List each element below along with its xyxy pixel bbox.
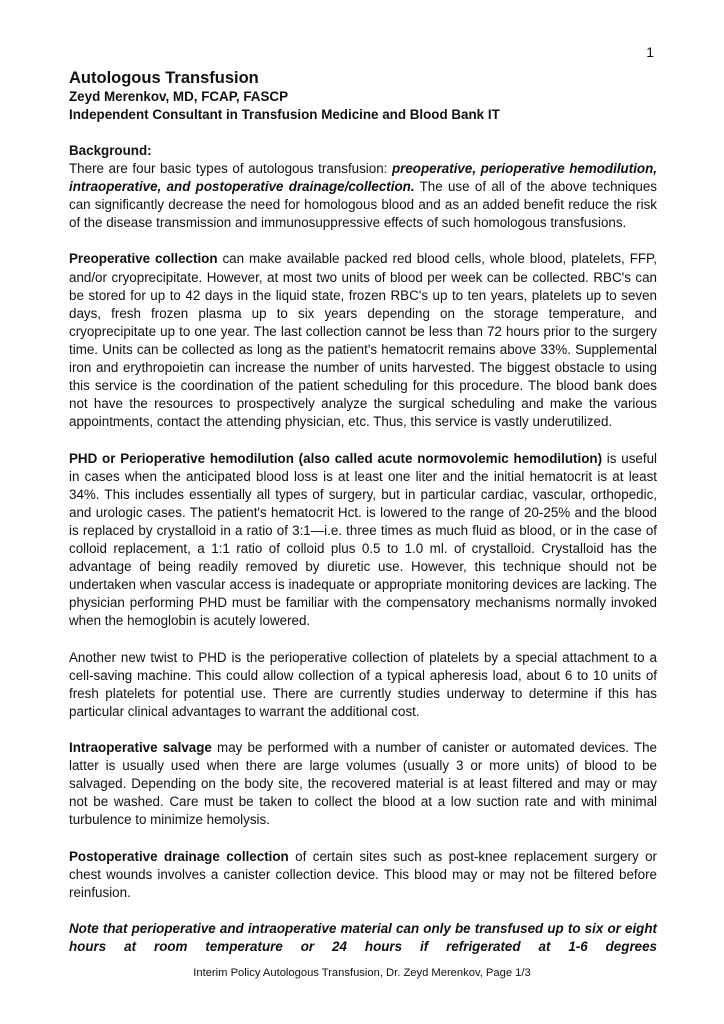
page-footer: Interim Policy Autologous Transfusion, Dr. Zeyd Merenkov, Page 1/3: [193, 967, 531, 979]
phd-paragraph: [69, 450, 657, 631]
preoperative-text: can make available packed red blood cells, whole blood, platelets, FFP, and/or cryoprecipitate. However, at most two units of blood per week can be collected. RBC's can be stored for up to 42 days in the liquid state, frozen RBC's up to ten years, platelets up to seven days, fresh frozen plasma up to six years depending on the storage temperature, and cryoprecipitate up to one year. The last collection cannot be less than 72 hours prior to the surgery time. Units can be collected as long as the patient's hematocrit remains above 33%. Supplemental iron and erythropoietin can increase the number of units harvested. The biggest obstacle to using this service is the coordination of the patient scheduling for this procedure. The blood bank does not have the resources to prospectively analyze the surgical scheduling and make the various appointments, contact the attending physician, etc. Thus, this service is vastly underutilized.: [69, 251, 657, 430]
postoperative-text: of certain sites such as post-knee replacement surgery or chest wounds involves a canister collection device. This blood may or may not be filtered before reinfusion.: [69, 848, 657, 900]
background-text-1: There are four basic types of autologous transfusion:: [69, 161, 392, 176]
page-number: 1: [646, 44, 654, 60]
document-title: Autologous Transfusion: [69, 69, 259, 87]
phd-text: is useful in cases when the anticipated blood loss is at least one liter and the initial hematocrit is at least 34%. This includes essentially all types of surgery, but in particular cardiac, vascular, orthopedic, and urologic cases. The patient's hematocrit Hct. is lowered to the range of 20-25% and the blood is replaced by crystalloid in a ratio of 3:1—i.e. three times as much fluid as blood, or in the case of colloid replacement, a 1:1 ratio of colloid plus 0.5 to 1.0 ml. of crystalloid. Crystalloid has the advantage of being readily removed by diuretic use. However, this technique should not be undertaken when vascular access is inadequate or appropriate monitoring devices are lacking. The physician performing PHD must be familiar with the compensatory mechanisms normally invoked when the hemoglobin is acutely lowered.: [69, 450, 657, 629]
background-paragraph: [69, 160, 657, 232]
intraoperative-lead: Intraoperative salvage: [69, 740, 212, 755]
intraoperative-paragraph: [69, 739, 657, 829]
preoperative-lead: Preoperative collection: [69, 251, 218, 267]
affiliation-line: Independent Consultant in Transfusion Medicine and Blood Bank IT: [69, 107, 500, 122]
background-text-2: The use of all of the above techniques can significantly decrease the need for homologous blood and as an added benefit reduce the risk of the disease transmission and immunosuppressive effects of such homologous transfusions.: [69, 179, 657, 231]
note-paragraph: Note that perioperative and intraoperative material can only be transfused up to six or eight hours at room temperature or 24 hours if refrigerated at 1-6 degrees: [69, 920, 657, 955]
background-heading: Background:: [69, 143, 152, 158]
document-body: [69, 69, 657, 956]
intraoperative-text: may be performed with a number of canister or automated devices. The latter is usually used when there are large volumes (usually 3 or more units) of blood to be salvaged. Depending on the body site, the recovered material is at least filtered and may or may not be washed. Care must be taken to collect the blood at a low suction rate and with minimal turbulence to minimize hemolysis.: [69, 740, 657, 828]
phd-lead: PHD or Perioperative hemodilution (also called acute normovolemic hemodilution): [69, 450, 603, 466]
postoperative-paragraph: [69, 848, 657, 902]
author-line: Zeyd Merenkov, MD, FCAP, FASCP: [69, 89, 289, 104]
background-emphasis: preoperative, perioperative hemodilution, intraoperative, and postoperative drainage/collection.: [69, 161, 657, 195]
preoperative-paragraph: [69, 250, 657, 431]
phd-twist-paragraph: Another new twist to PHD is the perioperative collection of platelets by a special attachment to a cell-saving machine. This could allow collection of a typical apheresis load, about 6 to 10 units of fresh platelets for potential use. There are currently studies underway to determine if this has particular clinical advantages to warrant the additional cost.: [69, 649, 657, 719]
postoperative-lead: Postoperative drainage collection: [69, 848, 289, 864]
